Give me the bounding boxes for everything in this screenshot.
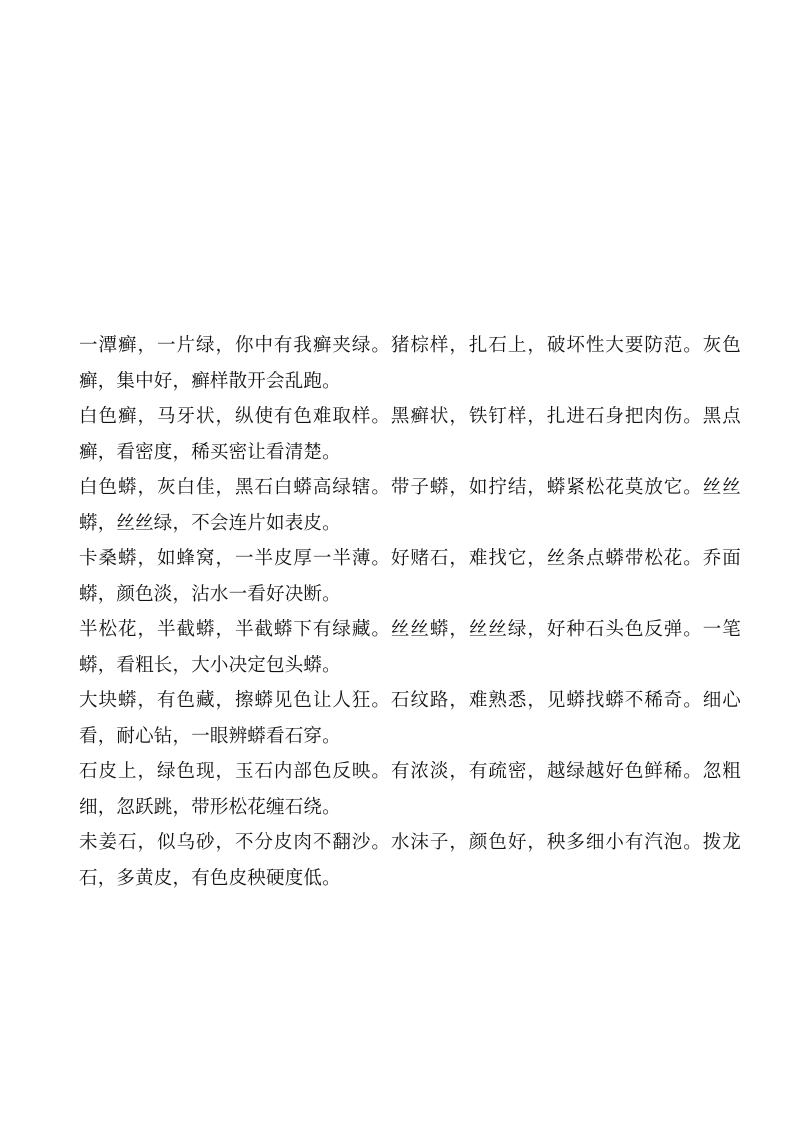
paragraph-8: 未姜石，似乌砂，不分皮肉不翻沙。水沫子，颜色好，秧多细小有汽泡。拨龙石，多黄皮，有色皮秧硬度低。 [79, 832, 741, 889]
paragraph-2: 白色癣，马牙状，纵使有色难取样。黑癣状，铁钉样，扎进石身把肉伤。黑点癣，看密度，稀买密让看清楚。 [79, 406, 741, 463]
paragraph-5: 半松花，半截蟒，半截蟒下有绿藏。丝丝蟒，丝丝绿，好种石头色反弹。一笔蟒，看粗长，大小决定包头蟒。 [79, 619, 741, 676]
paragraph-4: 卡桑蟒，如蜂窝，一半皮厚一半薄。好赌石，难找它，丝条点蟒带松花。乔面蟒，颜色淡，沾水一看好决断。 [79, 548, 741, 605]
paragraph-6: 大块蟒，有色藏，擦蟒见色让人狂。石纹路，难熟悉，见蟒找蟒不稀奇。细心看，耐心钻，一眼辨蟒看石穿。 [79, 690, 741, 747]
paragraph-7: 石皮上，绿色现，玉石内部色反映。有浓淡，有疏密，越绿越好色鲜稀。忽粗细，忽跃跳，带形松花缠石绕。 [79, 761, 741, 818]
paragraph-3: 白色蟒，灰白佳，黑石白蟒高绿辖。带子蟒，如拧结，蟒紧松花莫放它。丝丝蟒，丝丝绿，不会连片如表皮。 [79, 477, 741, 534]
paragraph-1: 一潭癣，一片绿，你中有我癣夹绿。猪棕样，扎石上，破坏性大要防范。灰色癣，集中好，癣样散开会乱跑。 [79, 335, 741, 392]
verse-text-block [79, 328, 741, 896]
